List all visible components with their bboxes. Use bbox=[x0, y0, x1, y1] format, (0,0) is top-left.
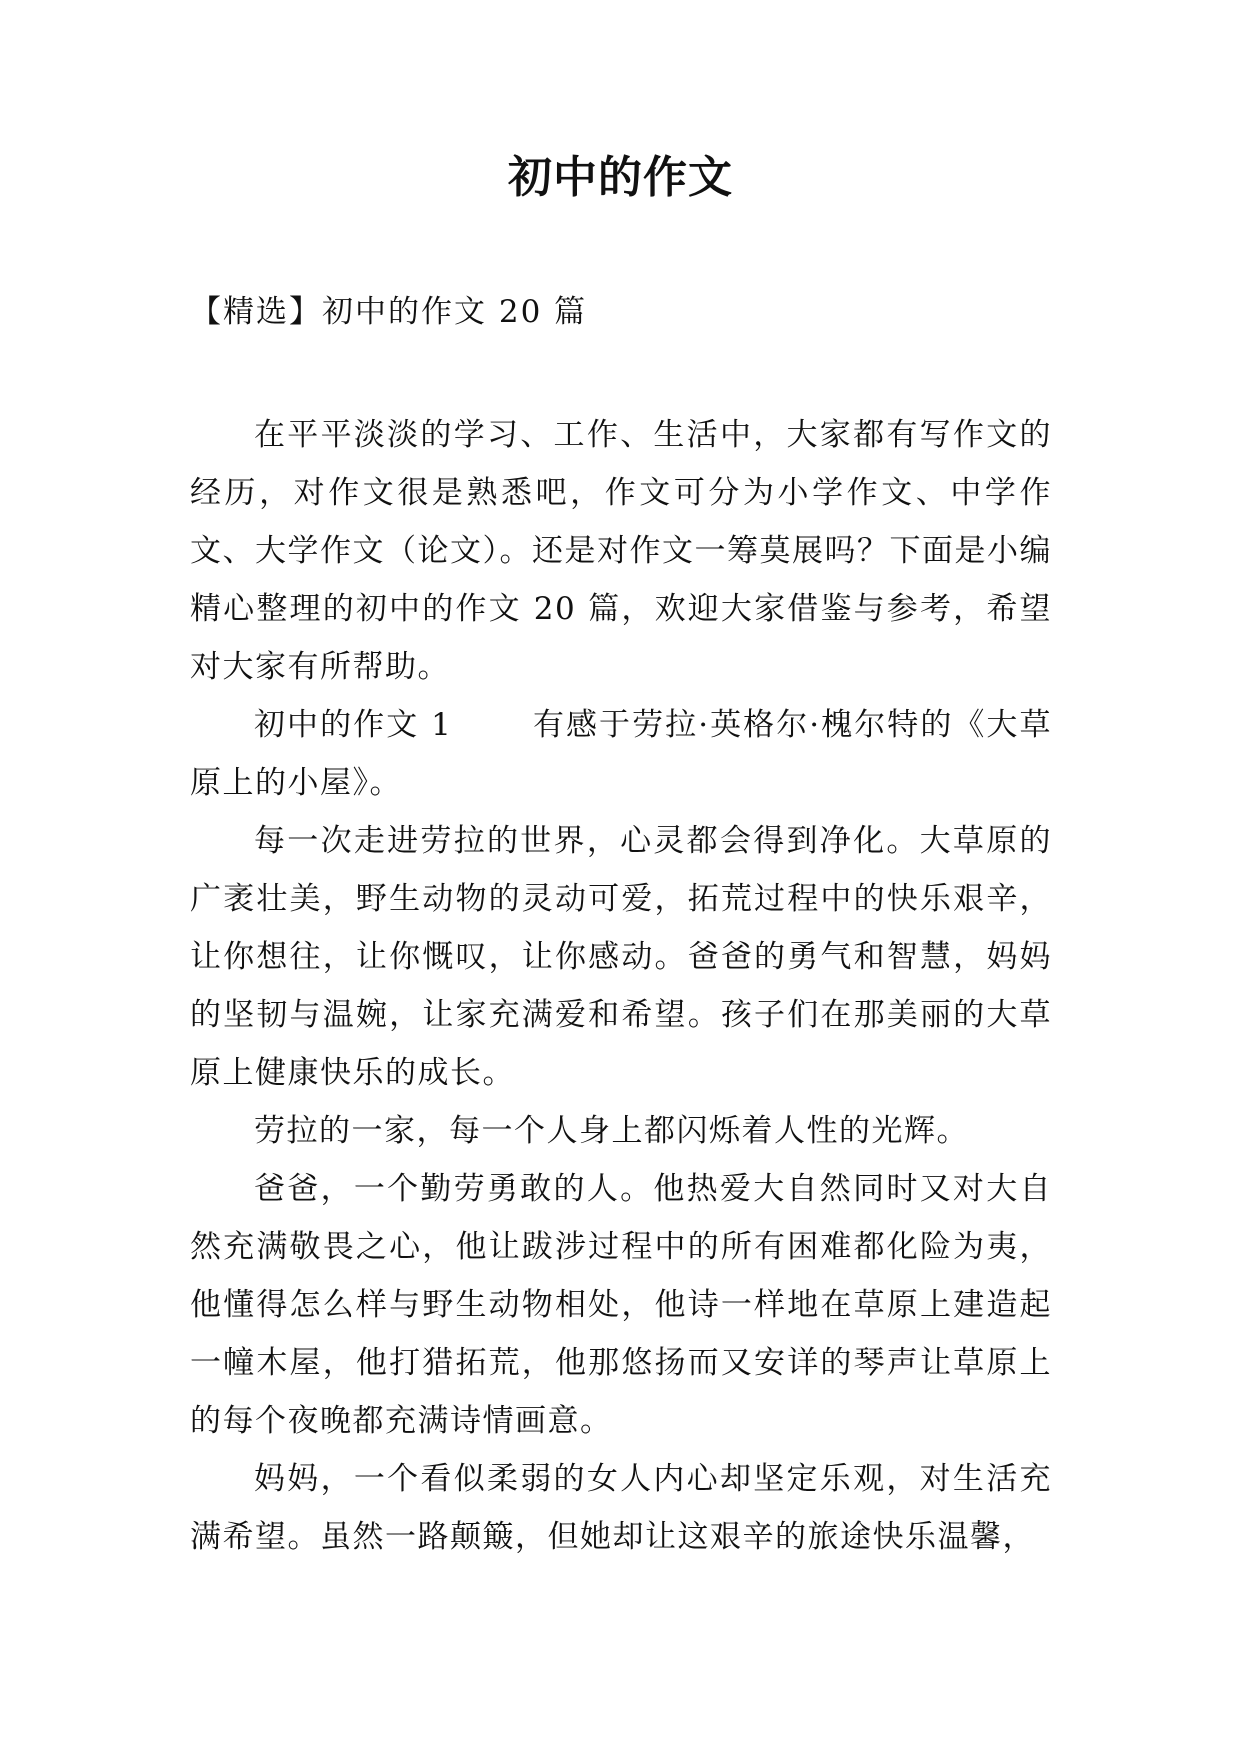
intro-paragraph: 在平平淡淡的学习、工作、生活中，大家都有写作文的经历，对作文很是熟悉吧，作文可分为小学作文、中学作文、大学作文（论文）。还是对作文一筹莫展吗？下面是小编精心整理的初中的作文 20 篇，欢迎大家借鉴与参考，希望对大家有所帮助。 bbox=[190, 417, 1052, 685]
essay-title: 有感于劳拉·英格尔·槐尔特的《大草原上的小屋》。 bbox=[190, 707, 1052, 801]
document-body bbox=[190, 406, 1052, 1566]
body-paragraph: 劳拉的一家，每一个人身上都闪烁着人性的光辉。 bbox=[254, 1113, 969, 1149]
essay-number-label: 初中的作文 1 bbox=[254, 707, 453, 743]
document-title: 初中的作文 bbox=[508, 152, 733, 203]
body-paragraph: 妈妈，一个看似柔弱的女人内心却坚定乐观，对生活充满希望。虽然一路颠簸，但她却让这艰辛的旅途快乐温馨， bbox=[190, 1461, 1052, 1555]
body-paragraph: 每一次走进劳拉的世界，心灵都会得到净化。大草原的广袤壮美，野生动物的灵动可爱，拓荒过程中的快乐艰辛，让你想往，让你慨叹，让你感动。爸爸的勇气和智慧，妈妈的坚韧与温婉，让家充满爱和希望。孩子们在那美丽的大草原上健康快乐的成长。 bbox=[190, 823, 1052, 1091]
document-subtitle: 【精选】初中的作文 20 篇 bbox=[190, 294, 588, 330]
body-paragraph: 爸爸，一个勤劳勇敢的人。他热爱大自然同时又对大自然充满敬畏之心，他让跋涉过程中的所有困难都化险为夷，他懂得怎么样与野生动物相处，他诗一样地在草原上建造起一幢木屋，他打猎拓荒，他那悠扬而又安详的琴声让草原上的每个夜晚都充满诗情画意。 bbox=[190, 1171, 1052, 1439]
essay-heading bbox=[190, 696, 1052, 812]
